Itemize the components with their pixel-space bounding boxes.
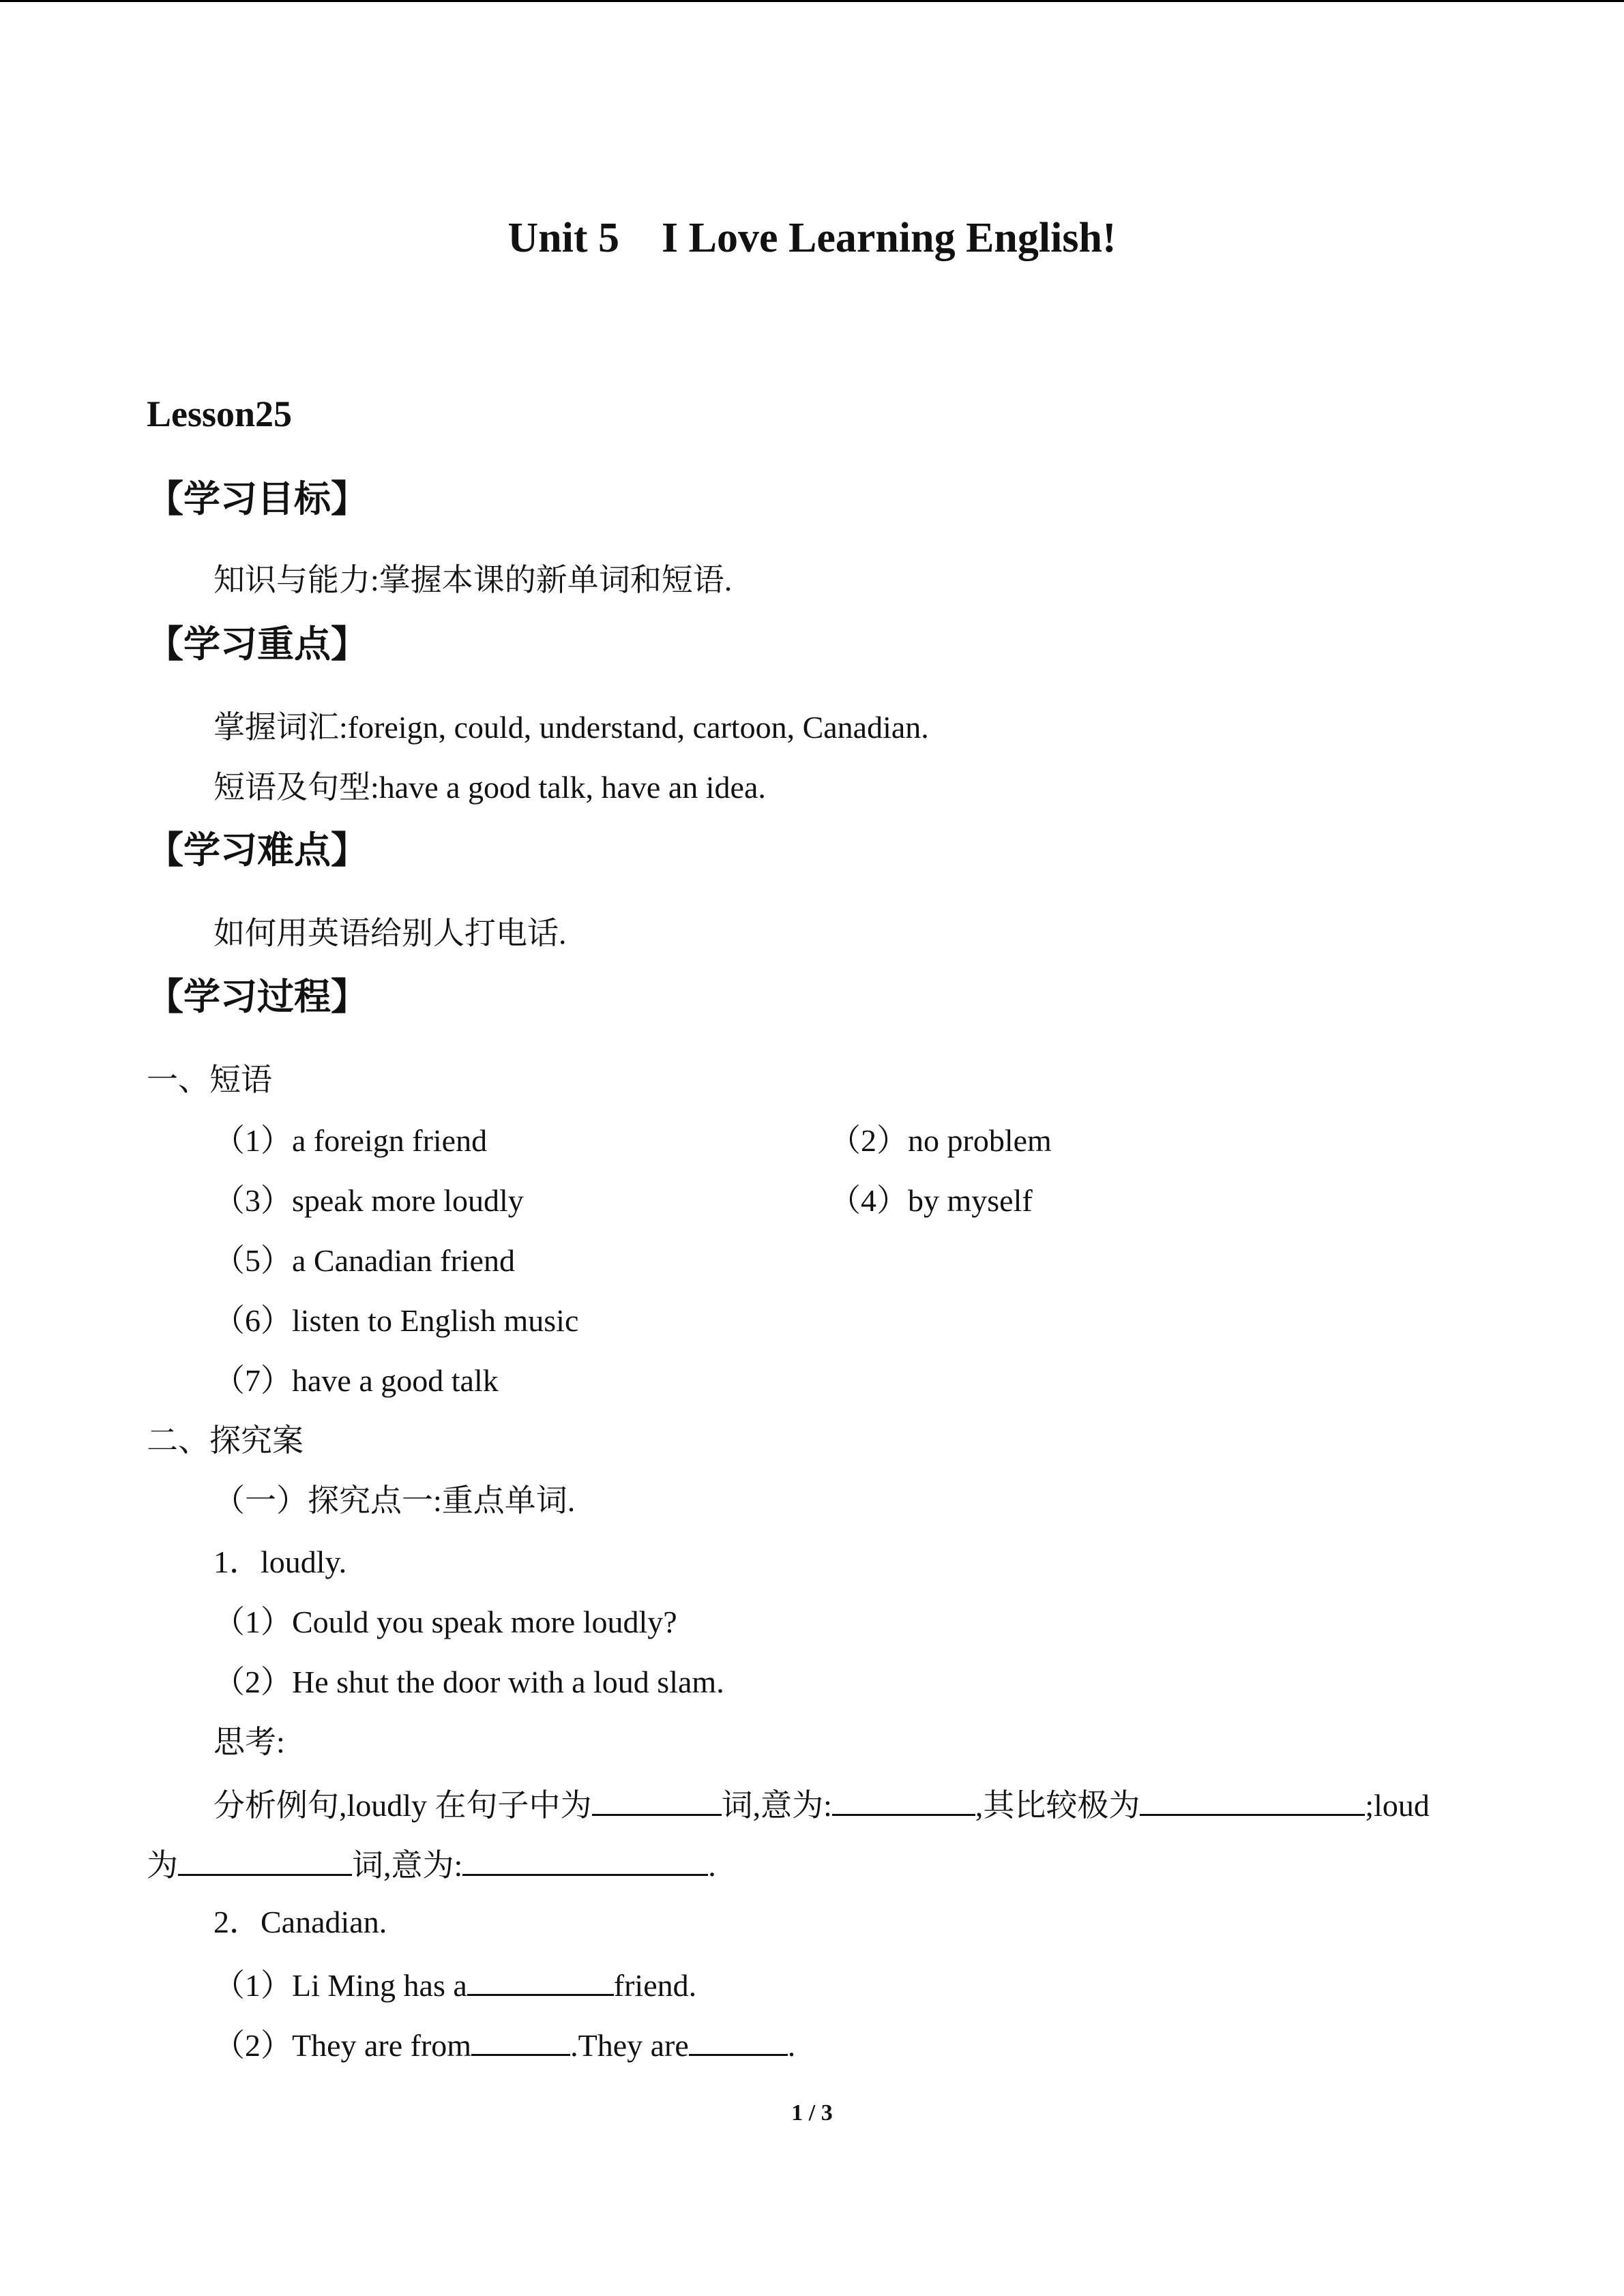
analysis-text: 分析例句,loudly 在句子中为: [213, 1788, 592, 1823]
key-points-heading: 【学习重点】: [147, 623, 368, 666]
page-number: 1 / 3: [791, 2100, 833, 2126]
phrase-item: （2）no problem: [829, 1123, 1052, 1158]
fill-blank[interactable]: [832, 1787, 975, 1816]
analysis-text: 词,意为:: [721, 1788, 832, 1823]
word-loudly: 1．loudly.: [213, 1545, 347, 1579]
process-heading: 【学习过程】: [147, 975, 368, 1018]
title-unit: Unit 5: [507, 215, 619, 261]
phrase-item: （7）have a good talk: [213, 1363, 499, 1398]
lesson-label: Lesson25: [147, 393, 293, 434]
phrase-item: （5）a Canadian friend: [213, 1243, 515, 1278]
example-sentence: （2）He shut the door with a loud slam.: [213, 1665, 724, 1699]
analysis-text: 词,意为:: [352, 1848, 463, 1883]
analysis-line-2: [147, 1847, 716, 1881]
phrase-item: （3）speak more loudly: [213, 1183, 524, 1218]
objectives-heading: 【学习目标】: [147, 477, 368, 520]
analysis-text: ,其比较极为: [975, 1788, 1140, 1823]
exercise-text: （2）They are from: [213, 2028, 472, 2063]
fill-blank[interactable]: [592, 1787, 722, 1816]
part2-heading: 二、探究案: [147, 1423, 304, 1458]
fill-blank[interactable]: [462, 1847, 708, 1876]
exercise-text: friend.: [613, 1968, 697, 2003]
analysis-line-1: [213, 1787, 1430, 1821]
difficulties-text: 如何用英语给别人打电话.: [213, 916, 567, 951]
exercise-line-2: [213, 2027, 795, 2061]
example-sentence: （1）Could you speak more loudly?: [213, 1605, 677, 1639]
top-border-line: [0, 0, 1624, 2]
exercise-text: （1）Li Ming has a: [213, 1968, 467, 2003]
inquiry-point-1: （一）探究点一:重点单词.: [213, 1483, 576, 1518]
fill-blank[interactable]: [178, 1847, 352, 1876]
fill-blank[interactable]: [1140, 1787, 1365, 1816]
key-points-phrases: 短语及句型:have a good talk, have an idea.: [213, 770, 766, 805]
difficulties-heading: 【学习难点】: [147, 829, 368, 871]
exercise-text: .They are: [570, 2028, 689, 2063]
analysis-text: .: [708, 1848, 716, 1883]
title-text: I Love Learning English!: [662, 215, 1117, 261]
part1-heading: 一、短语: [147, 1062, 272, 1097]
key-points-vocab: 掌握词汇:foreign, could, understand, cartoon, Canadian.: [213, 710, 929, 745]
think-label: 思考:: [213, 1725, 285, 1759]
page-title: [0, 217, 1624, 259]
objectives-text: 知识与能力:掌握本课的新单词和短语.: [213, 563, 733, 597]
analysis-text: ;loud: [1365, 1788, 1430, 1823]
phrase-item: （1）a foreign friend: [213, 1123, 488, 1158]
fill-blank[interactable]: [689, 2027, 788, 2056]
exercise-text: .: [787, 2028, 796, 2063]
analysis-text: 为: [147, 1848, 178, 1883]
phrase-item: （6）listen to English music: [213, 1303, 579, 1338]
word-canadian: 2．Canadian.: [213, 1905, 387, 1939]
fill-blank[interactable]: [471, 2027, 570, 2056]
exercise-line-1: [213, 1967, 696, 2001]
fill-blank[interactable]: [467, 1967, 614, 1996]
phrase-item: （4）by myself: [829, 1183, 1033, 1218]
